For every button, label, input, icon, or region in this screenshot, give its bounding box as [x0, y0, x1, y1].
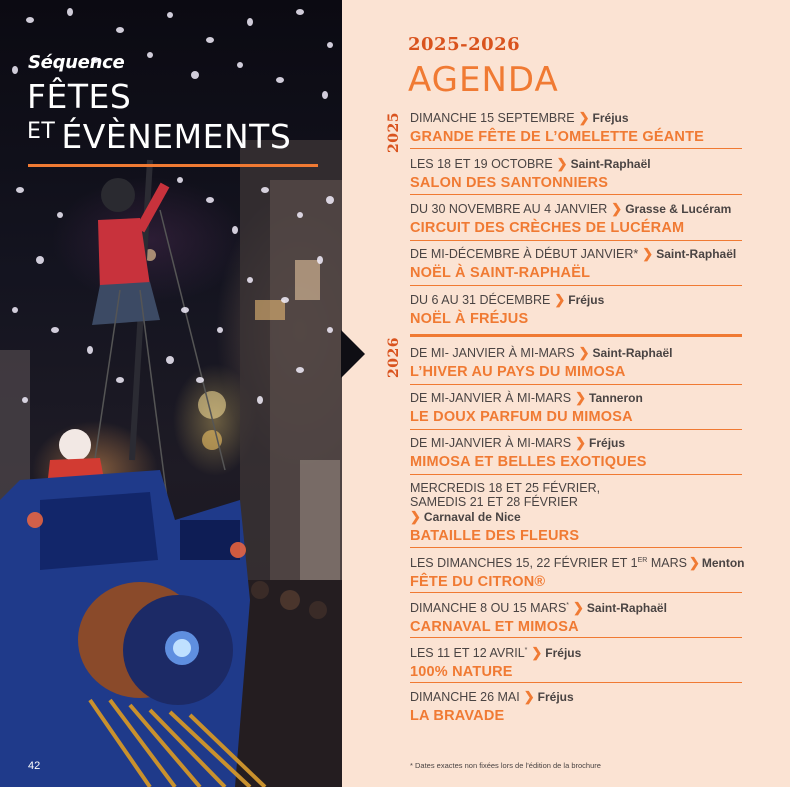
event-date: DU 30 NOVEMBRE AU 4 JANVIER: [410, 202, 608, 216]
event-name: 100% NATURE: [410, 664, 513, 680]
event-name: GRANDE FÊTE DE L’OMELETTE GÉANTE: [410, 129, 704, 145]
event-item: [410, 292, 742, 332]
event-date: MERCREDIS 18 ET 25 FÉVRIER,: [410, 481, 601, 495]
event-name: BATAILLE DES FLEURS: [410, 528, 580, 544]
chevron-right-icon: ❯: [573, 600, 584, 615]
event-name: CIRCUIT DES CRÈCHES DE LUCÉRAM: [410, 220, 685, 236]
event-date: DE MI-JANVIER À MI-MARS: [410, 436, 572, 450]
event-item: [410, 598, 742, 638]
event-name: SALON DES SANTONNIERS: [410, 175, 609, 191]
event-item: [410, 643, 742, 683]
event-date: DIMANCHE 15 SEPTEMBRE: [410, 111, 575, 125]
event-date: LES 18 ET 19 OCTOBRE: [410, 157, 553, 171]
event-place: Saint-Raphaël: [586, 601, 667, 615]
event-date: LES DIMANCHES 15, 22 FÉVRIER ET 1: [410, 556, 638, 570]
event-item: [410, 435, 742, 475]
date-superscript: ER: [637, 557, 648, 564]
agenda-panel: [342, 0, 790, 787]
event-place: Fréjus: [589, 436, 626, 450]
event-place: Saint-Raphaël: [656, 247, 737, 261]
event-item: [410, 345, 742, 385]
series-label: Séquence: [28, 52, 125, 73]
event-item: [410, 390, 742, 430]
chevron-right-icon: ❯: [554, 292, 566, 307]
event-place: Menton: [701, 556, 745, 570]
chevron-right-icon: ❯: [688, 555, 700, 570]
title-divider: [28, 164, 318, 167]
chevron-right-icon: ❯: [578, 110, 590, 125]
title-conjunction: ET: [27, 119, 56, 144]
event-name: LA BRAVADE: [410, 708, 505, 724]
date-superscript: *: [566, 602, 570, 609]
chevron-right-icon: ❯: [531, 645, 543, 660]
footnote: * Dates exactes non fixées lors de l’édition de la brochure: [410, 761, 601, 770]
event-date: DIMANCHE 8 OU 15 MARS: [410, 601, 567, 615]
event-place: Saint-Raphaël: [570, 157, 651, 171]
event-item: [410, 481, 742, 548]
event-name: CARNAVAL ET MIMOSA: [410, 619, 579, 635]
page-title-line1: FÊTES: [27, 77, 132, 116]
event-name: NOËL À SAINT-RAPHAËL: [410, 265, 591, 281]
year-divider: [410, 334, 742, 337]
hero-photo: [0, 0, 342, 787]
event-place: Fréjus: [545, 646, 582, 660]
chevron-right-icon: ❯: [575, 390, 587, 405]
chevron-right-icon: ❯: [575, 435, 587, 450]
chevron-right-icon: ❯: [556, 156, 568, 171]
agenda-heading: AGENDA: [408, 60, 559, 100]
event-item: [410, 201, 742, 241]
chevron-right-icon: ❯: [523, 689, 535, 704]
event-date: DE MI-DÉCEMBRE À DÉBUT JANVIER*: [410, 247, 639, 261]
event-date: DE MI- JANVIER À MI-MARS: [410, 346, 575, 360]
event-date: DU 6 AU 31 DÉCEMBRE: [410, 293, 551, 307]
date-superscript: *: [524, 647, 528, 654]
event-date: LES 11 ET 12 AVRIL: [410, 646, 525, 660]
event-place: Fréjus: [568, 293, 605, 307]
agenda-years: 2025-2026: [408, 34, 521, 55]
event-place: Carnaval de Nice: [423, 510, 521, 524]
event-date: DE MI-JANVIER À MI-MARS: [410, 391, 572, 405]
event-place: Fréjus: [537, 690, 574, 704]
chevron-right-icon: ❯: [642, 246, 654, 261]
year-label-2026: 2026: [386, 337, 402, 378]
chevron-right-icon: ❯: [578, 345, 590, 360]
event-name: LE DOUX PARFUM DU MIMOSA: [410, 409, 633, 425]
event-place: Tanneron: [589, 391, 643, 405]
event-item: [410, 689, 742, 729]
event-item: [410, 246, 742, 286]
event-place: Fréjus: [592, 111, 629, 125]
event-name: L’HIVER AU PAYS DU MIMOSA: [410, 364, 626, 380]
event-item: [410, 553, 745, 593]
event-name: NOËL À FRÉJUS: [410, 311, 529, 327]
event-date-end: MARS: [647, 556, 687, 570]
event-item: [410, 110, 742, 149]
title-word: ÉVÈNEMENTS: [61, 117, 292, 156]
event-name: FÊTE DU CITRON®: [410, 574, 546, 590]
event-date: SAMEDIS 21 ET 28 FÉVRIER: [410, 495, 578, 509]
page-number: 42: [28, 760, 41, 772]
event-place: Grasse & Lucéram: [625, 202, 732, 216]
event-date: DIMANCHE 26 MAI: [410, 690, 520, 704]
chevron-right-icon: ❯: [611, 201, 623, 216]
event-item: [410, 156, 742, 195]
event-place: Saint-Raphaël: [592, 346, 673, 360]
year-label-2025: 2025: [386, 112, 402, 153]
event-name: MIMOSA ET BELLES EXOTIQUES: [410, 454, 647, 470]
chevron-right-icon: ❯: [410, 509, 421, 524]
page-title-line2: [27, 117, 292, 156]
